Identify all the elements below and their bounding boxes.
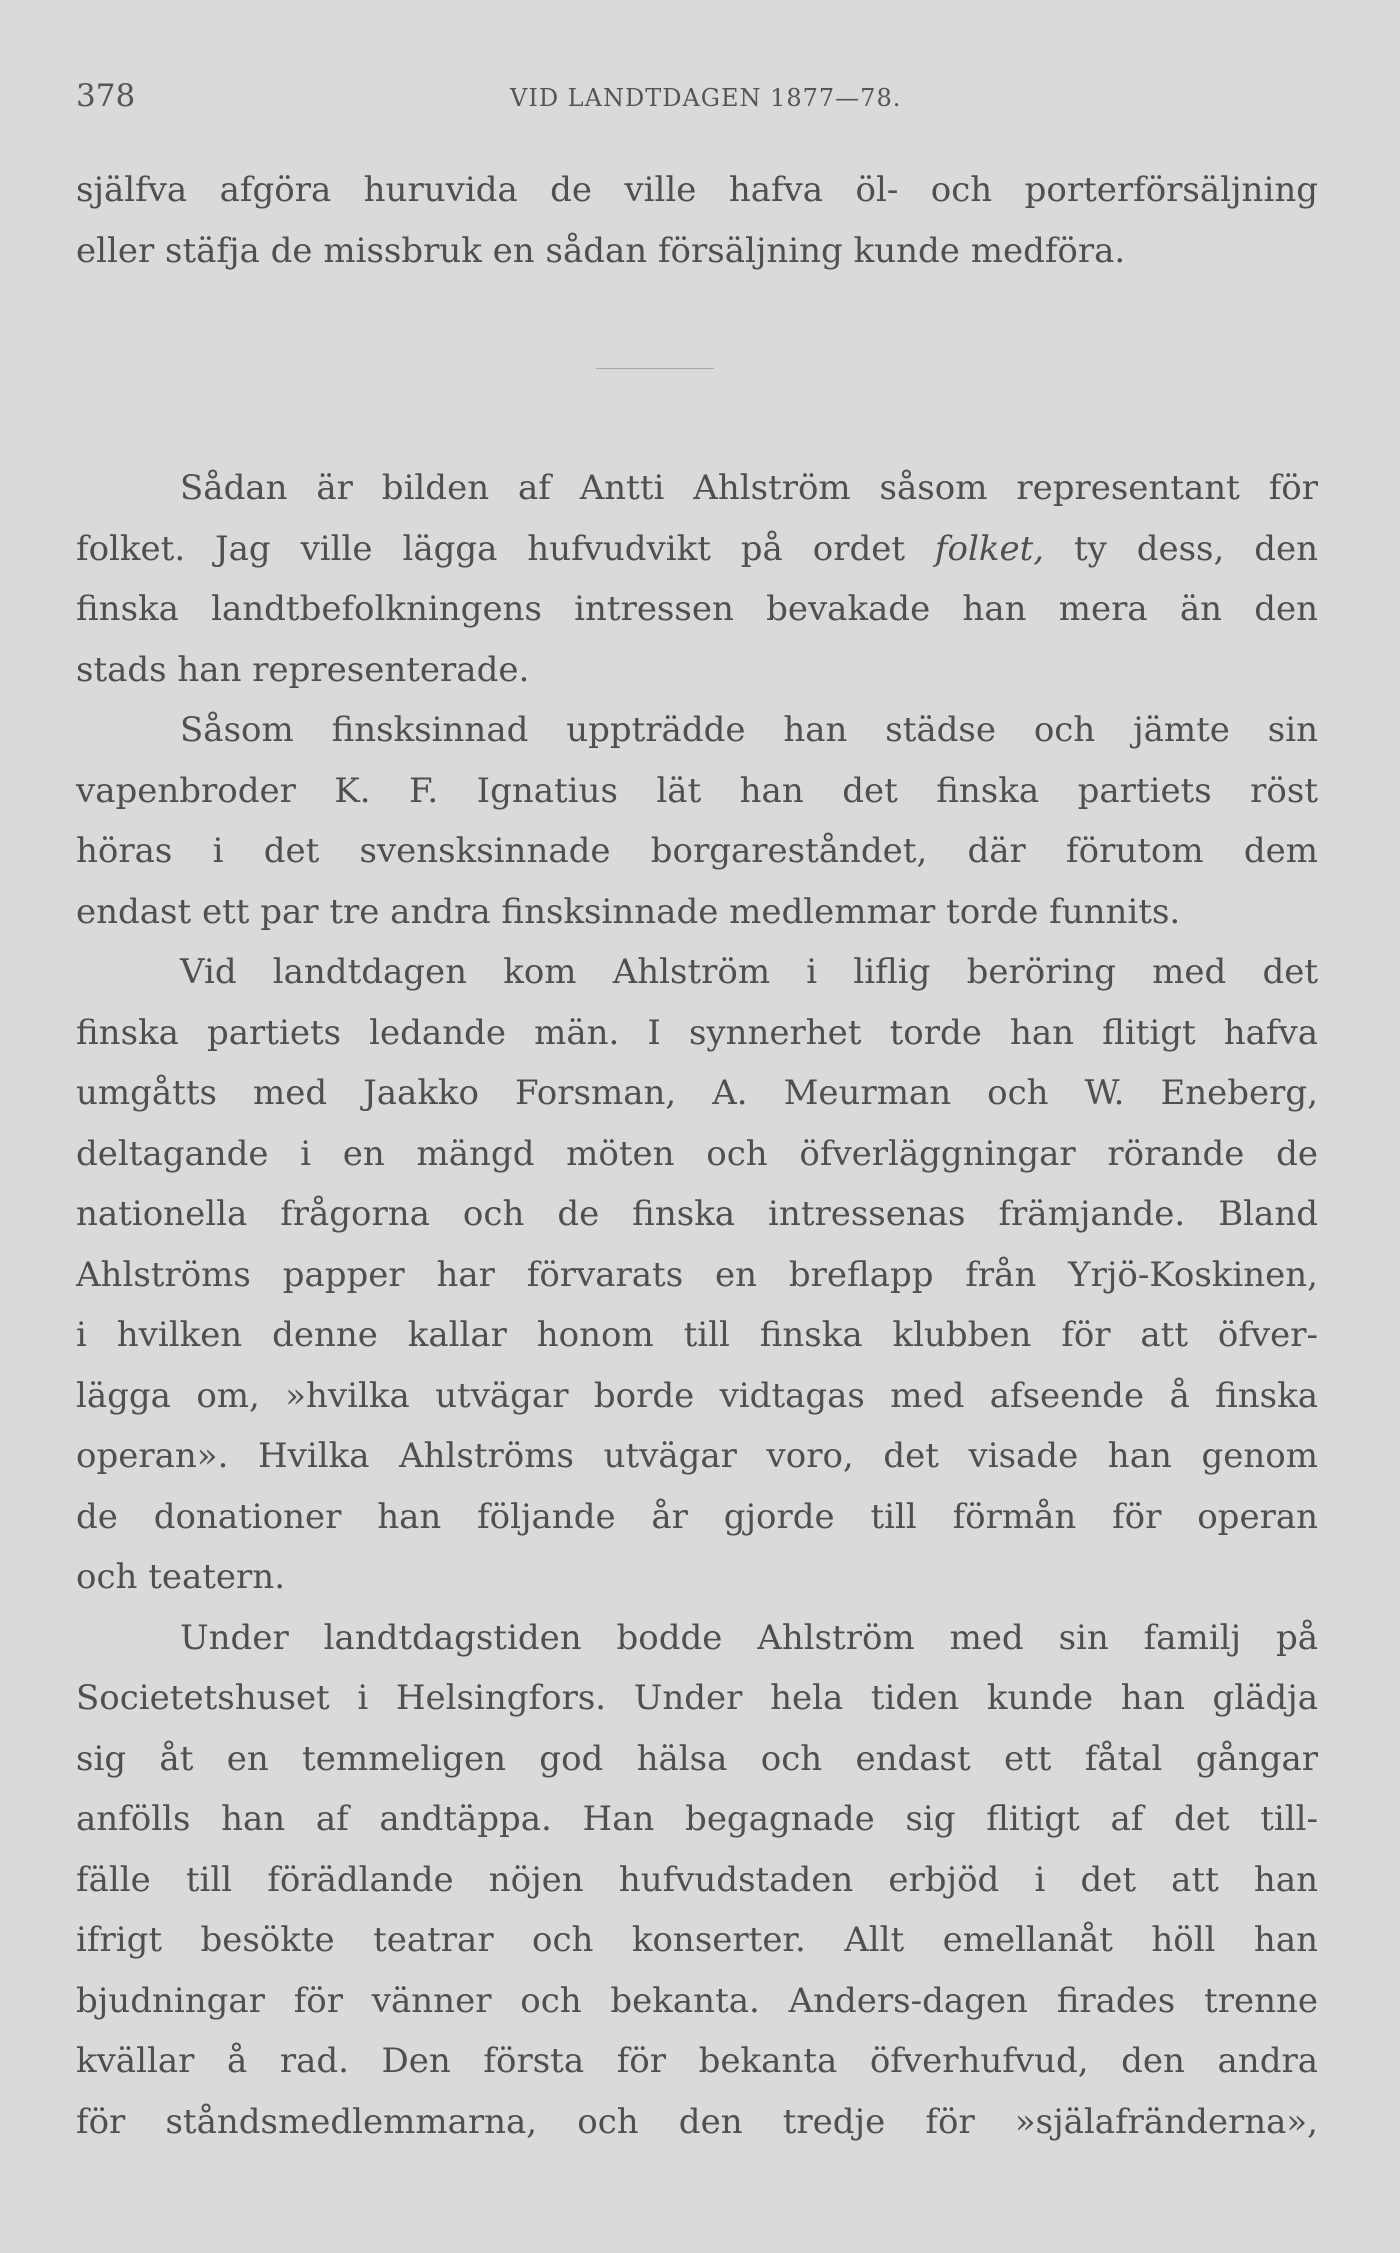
text-line: bjudningar för vänner och bekanta. Anders-dagen firades trenne — [76, 1980, 1318, 2021]
text-line: finska partiets ledande män. I synnerhet torde han flitigt hafva — [76, 1012, 1318, 1053]
text-line: höras i det svensksinnade borgareståndet, där förutom dem — [76, 831, 1318, 871]
text-line: själfva afgöra huruvida de ville hafva öl- och porterförsäljning — [76, 170, 1318, 210]
text-line: lägga om, »hvilka utvägar borde vidtagas med afseende å finska — [76, 1375, 1318, 1416]
text-line: endast ett par tre andra finsksinnade medlemmar torde funnits. — [76, 891, 1181, 932]
text-line: i hvilken denne kallar honom till finska klubben för att öfver- — [76, 1315, 1318, 1355]
text-line: Vid landtdagen kom Ahlström i liflig beröring med det — [180, 952, 1318, 992]
intro-paragraph — [76, 160, 1318, 281]
text-run: ty dess, den — [1044, 528, 1318, 569]
text-line: eller stäfja de missbruk en sådan försäljning kunde medföra. — [76, 230, 1126, 271]
text-line: umgåtts med Jaakko Forsman, A. Meurman och W. Eneberg, — [76, 1073, 1318, 1113]
text-line: operan». Hvilka Ahlströms utvägar voro, det visade han genom — [76, 1436, 1318, 1476]
text-line: Såsom finsksinnad uppträdde han städse och jämte sin — [180, 710, 1318, 750]
text-line: Societetshuset i Helsingfors. Under hela tiden kunde han glädja — [76, 1678, 1318, 1718]
main-text — [76, 458, 1318, 2152]
text-line: och teatern. — [76, 1557, 286, 1597]
text-line: anfölls han af andtäppa. Han begagnade sig flitigt af det till- — [76, 1799, 1318, 1839]
text-line: finska landtbefolkningens intressen bevakade han mera än den — [76, 589, 1318, 629]
text-line: sig åt en temmeligen god hälsa och endast ett fåtal gångar — [76, 1738, 1318, 1779]
text-line: nationella frågorna och de finska intressenas främjande. Bland — [76, 1194, 1318, 1234]
text-line: stads han representerade. — [76, 649, 530, 690]
text-line: deltagande i en mängd möten och öfverläggningar rörande de — [76, 1133, 1318, 1174]
emphasis-folket: folket, — [934, 528, 1045, 569]
text-line: kvällar å rad. Den första för bekanta öfverhufvud, den andra — [76, 2041, 1318, 2081]
section-divider — [596, 368, 714, 369]
text-line: de donationer han följande år gjorde till förmån för operan — [76, 1496, 1318, 1537]
text-line: Ahlströms papper har förvarats en breflapp från Yrjö-Koskinen, — [76, 1254, 1318, 1295]
text-line: vapenbroder K. F. Ignatius lät han det finska partiets röst — [76, 770, 1318, 811]
text-line: Under landtdagstiden bodde Ahlström med sin familj på — [180, 1617, 1318, 1658]
text-line: ifrigt besökte teatrar och konserter. Allt emellanåt höll han — [76, 1920, 1318, 1960]
text-line: för ståndsmedlemmarna, och den tredje för »själafränderna», — [76, 2101, 1318, 2142]
page-number: 378 — [76, 78, 136, 114]
running-head: VID LANDTDAGEN 1877—78. — [510, 84, 902, 112]
text-run: folket. Jag ville lägga hufvudvikt på ordet — [76, 528, 935, 569]
page-header — [76, 78, 1324, 122]
text-line: fälle till förädlande nöjen hufvudstaden erbjöd i det att han — [76, 1859, 1318, 1900]
text-line: Sådan är bilden af Antti Ahlström såsom representant för — [180, 468, 1318, 508]
text-line — [76, 519, 1318, 580]
